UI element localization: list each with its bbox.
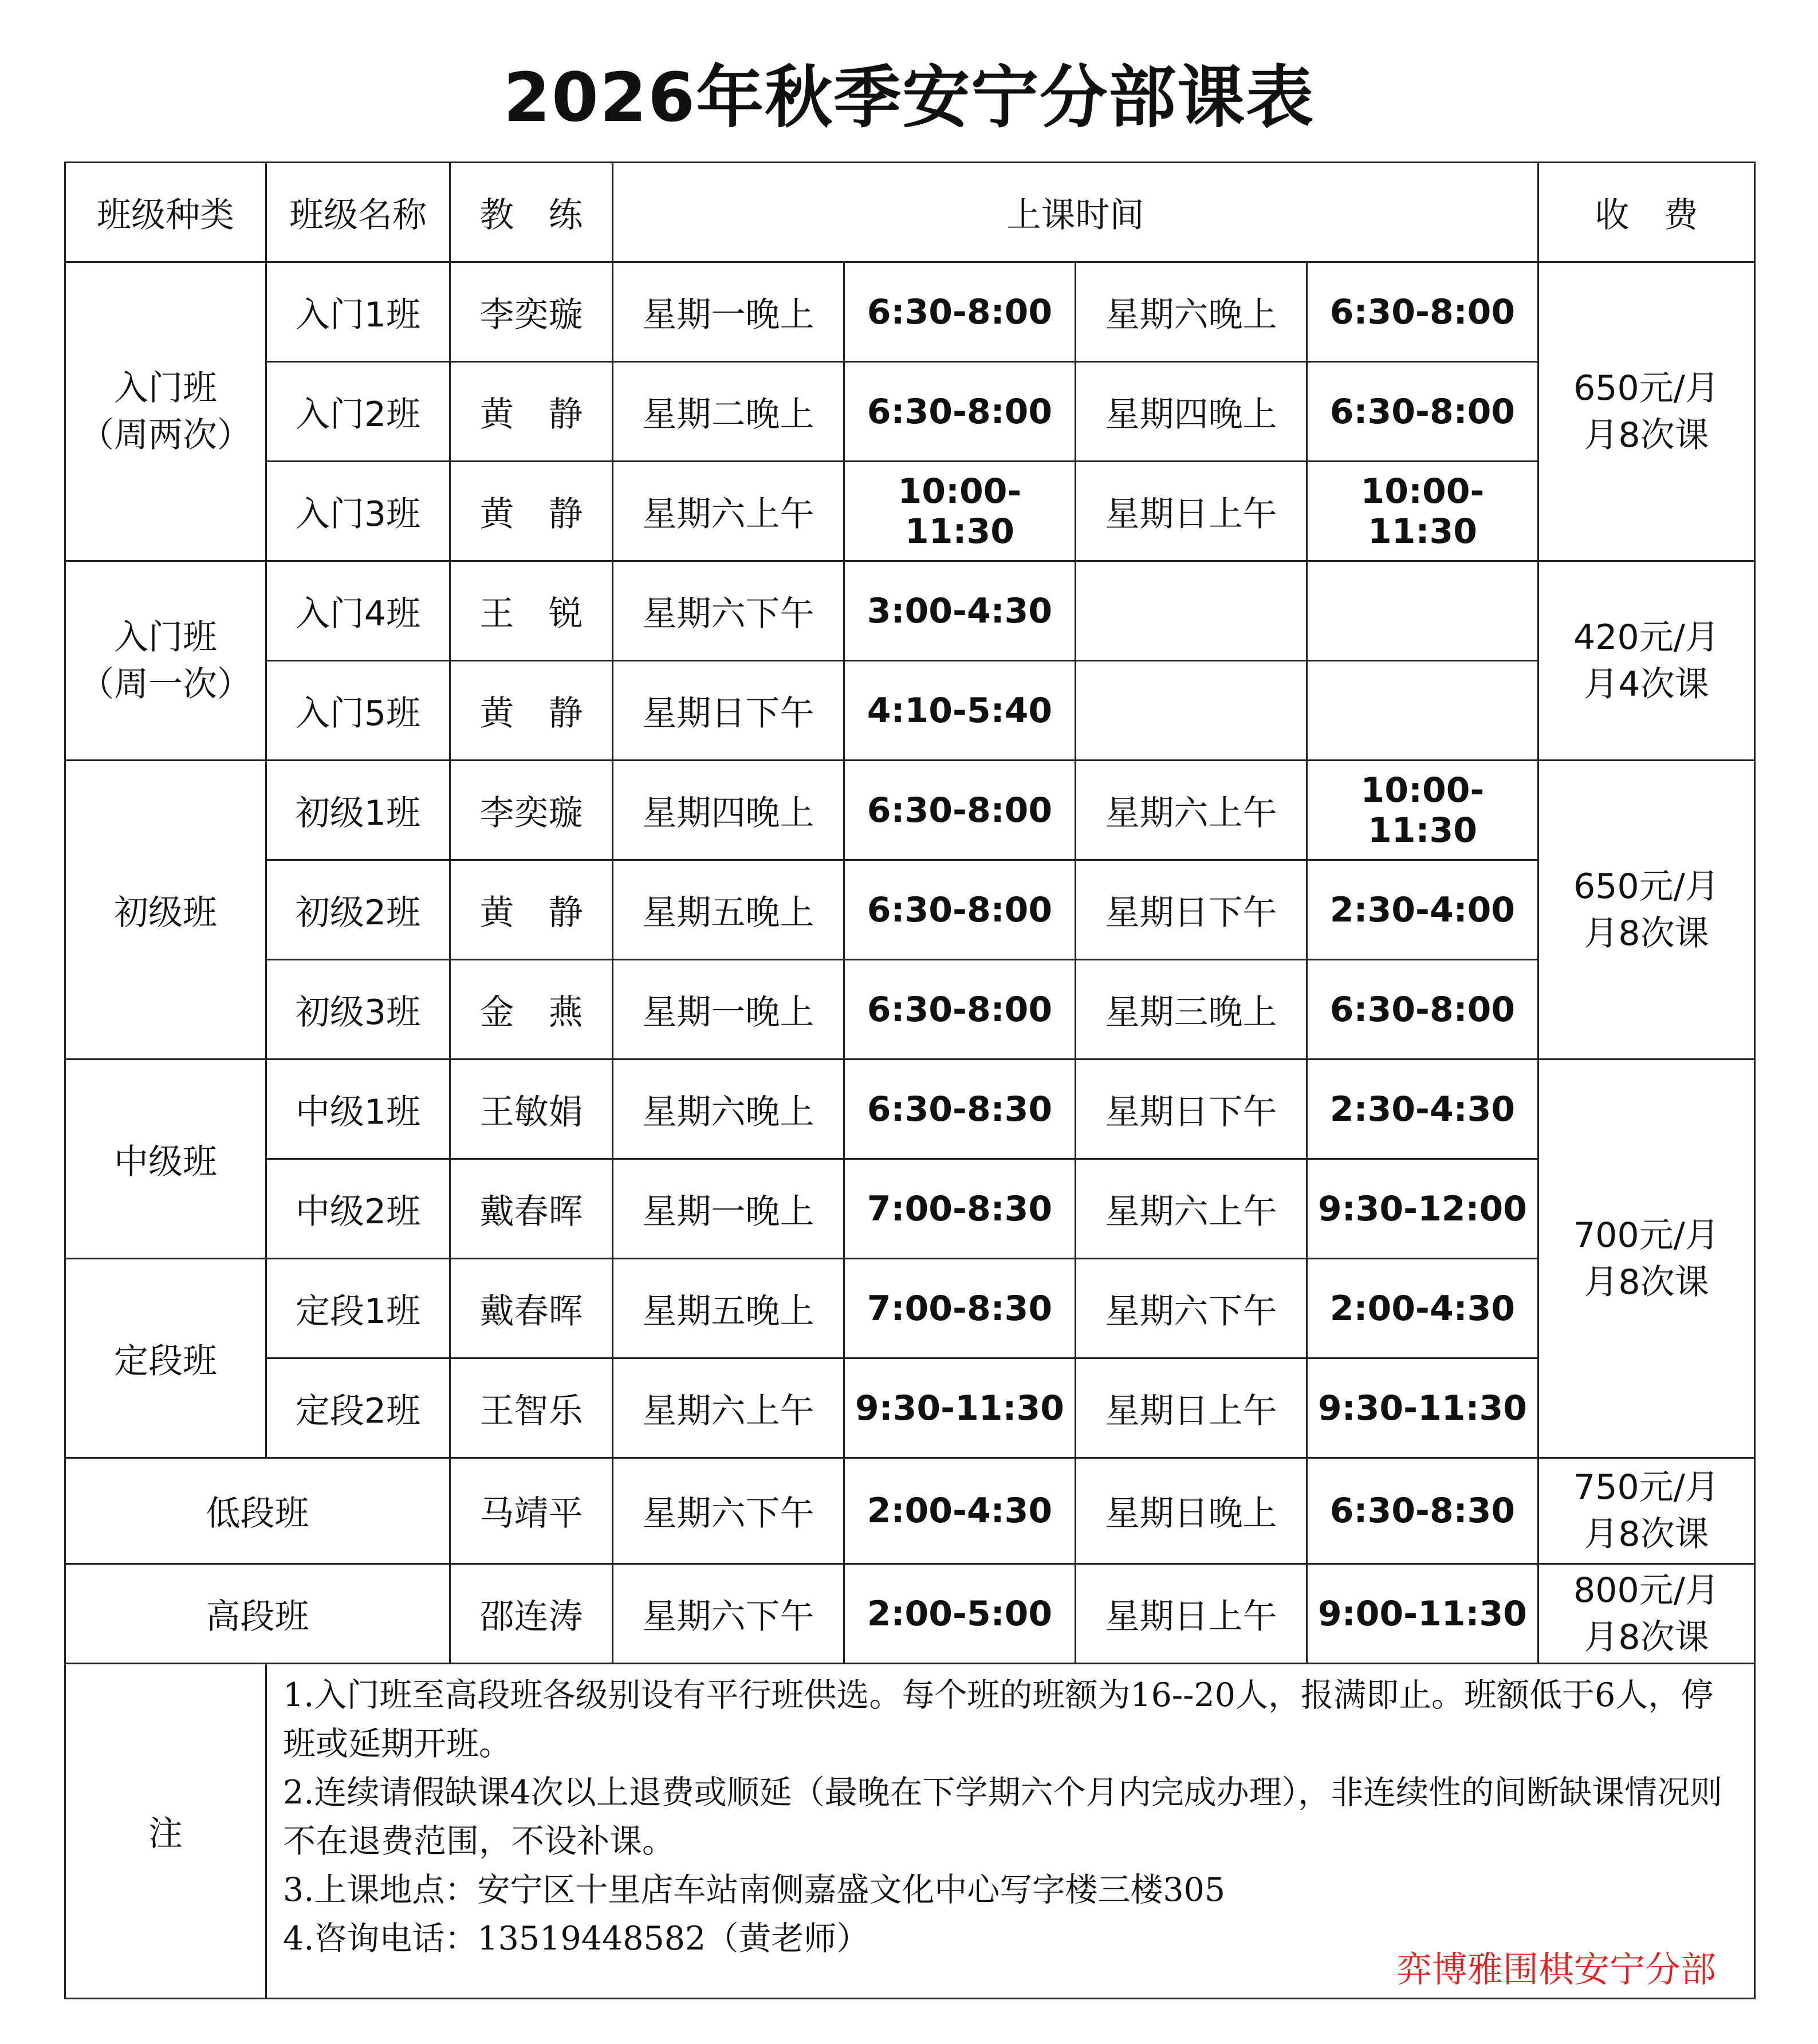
group-label-intermediate: 中级班: [65, 1060, 266, 1259]
time-1: 6:30-8:00: [844, 362, 1076, 462]
coach-name: 戴春晖: [450, 1259, 613, 1358]
header-row: [65, 163, 1755, 262]
fee-cell: [1538, 1458, 1755, 1564]
class-name: 中级2班: [266, 1159, 450, 1259]
day-2: 星期日下午: [1076, 860, 1307, 960]
table-row: [65, 1564, 1755, 1664]
day-2: 星期六上午: [1076, 761, 1307, 860]
note-item: 1.入门班至高段班各级别设有平行班供选。每个班的班额为16--20人，报满即止。班额低于6人，停班或延期开班。: [283, 1676, 1714, 1763]
group-label-line1: 入门班: [114, 617, 217, 657]
notes-label: 注: [65, 1664, 266, 1999]
time-1: 6:30-8:00: [844, 761, 1076, 860]
table-row: [65, 661, 1755, 761]
day-2: 星期日晚上: [1076, 1458, 1307, 1564]
time-1: 10:00-11:30: [844, 462, 1076, 561]
day-1: 星期四晚上: [613, 761, 844, 860]
fee-cell: [1538, 1060, 1755, 1458]
day-1: 星期五晚上: [613, 860, 844, 960]
time-2: 9:30-11:30: [1307, 1358, 1538, 1458]
time-2: 9:00-11:30: [1307, 1564, 1538, 1664]
day-1: 星期一晚上: [613, 960, 844, 1060]
fee-lessons: 月8次课: [1584, 1262, 1709, 1302]
note-item: 2.连续请假缺课4次以上退费或顺延（最晚在下学期六个月内完成办理），非连续性的间断缺课情况则不在退费范围，不设补课。: [283, 1774, 1723, 1860]
day-1: 星期一晚上: [613, 1159, 844, 1259]
day-2: 星期三晚上: [1076, 960, 1307, 1060]
fee-cell: [1538, 761, 1755, 1060]
group-label-beginner-once: [65, 561, 266, 761]
coach-name: 王 锐: [450, 561, 613, 661]
header-coach: 教 练: [450, 163, 613, 262]
table-row: [65, 262, 1755, 362]
table-row: [65, 362, 1755, 462]
time-2: 2:30-4:30: [1307, 1060, 1538, 1159]
coach-name: 戴春晖: [450, 1159, 613, 1259]
coach-name: 黄 静: [450, 661, 613, 761]
group-label-high-dan: 高段班: [65, 1564, 450, 1664]
note-item: 3.上课地点：安宁区十里店车站南侧嘉盛文化中心写字楼三楼305: [283, 1871, 1226, 1909]
table-row: [65, 462, 1755, 561]
day-1: 星期六下午: [613, 1458, 844, 1564]
time-2: 10:00-11:30: [1307, 462, 1538, 561]
time-1: 9:30-11:30: [844, 1358, 1076, 1458]
header-class-name: 班级名称: [266, 163, 450, 262]
day-2: 星期日上午: [1076, 1358, 1307, 1458]
class-name: 中级1班: [266, 1060, 450, 1159]
day-2: 星期日下午: [1076, 1060, 1307, 1159]
coach-name: 李奕璇: [450, 761, 613, 860]
time-1: 2:00-4:30: [844, 1458, 1076, 1564]
time-1: 4:10-5:40: [844, 661, 1076, 761]
group-label-low-dan: 低段班: [65, 1458, 450, 1564]
fee-cell: [1538, 1564, 1755, 1664]
note-item: 4.咨询电话：13519448582（黄老师）: [283, 1920, 869, 1958]
day-2: [1076, 661, 1307, 761]
day-1: 星期一晚上: [613, 262, 844, 362]
class-name: 入门2班: [266, 362, 450, 462]
fee-amount: 800元/月: [1573, 1570, 1719, 1610]
day-1: 星期六下午: [613, 561, 844, 661]
class-name: 入门4班: [266, 561, 450, 661]
day-1: 星期六上午: [613, 1358, 844, 1458]
fee-amount: 700元/月: [1573, 1215, 1719, 1255]
day-1: 星期六上午: [613, 462, 844, 561]
organization-name: 弈博雅围棋安宁分部: [1396, 1948, 1716, 1990]
class-name: 入门1班: [266, 262, 450, 362]
table-row: [65, 1259, 1755, 1358]
table-row: [65, 1159, 1755, 1259]
day-1: 星期六下午: [613, 1564, 844, 1664]
time-2: 6:30-8:00: [1307, 362, 1538, 462]
time-2: [1307, 561, 1538, 661]
time-2: 6:30-8:00: [1307, 262, 1538, 362]
fee-lessons: 月8次课: [1584, 1514, 1709, 1554]
day-2: 星期四晚上: [1076, 362, 1307, 462]
day-1: 星期二晚上: [613, 362, 844, 462]
header-time: 上课时间: [613, 163, 1538, 262]
time-2: [1307, 661, 1538, 761]
table-row: [65, 1060, 1755, 1159]
header-category: 班级种类: [65, 163, 266, 262]
class-name: 定段1班: [266, 1259, 450, 1358]
coach-name: 王智乐: [450, 1358, 613, 1458]
day-1: 星期六晚上: [613, 1060, 844, 1159]
group-label-dan: 定段班: [65, 1259, 266, 1458]
coach-name: 李奕璇: [450, 262, 613, 362]
table-row: [65, 561, 1755, 661]
class-name: 初级2班: [266, 860, 450, 960]
notes-row: [65, 1664, 1755, 1999]
time-1: 6:30-8:00: [844, 860, 1076, 960]
day-2: 星期六上午: [1076, 1159, 1307, 1259]
fee-lessons: 月4次课: [1584, 664, 1709, 704]
class-name: 入门5班: [266, 661, 450, 761]
schedule-table: [64, 162, 1756, 1999]
time-1: 6:30-8:00: [844, 262, 1076, 362]
time-2: 9:30-12:00: [1307, 1159, 1538, 1259]
day-2: 星期日上午: [1076, 462, 1307, 561]
coach-name: 马靖平: [450, 1458, 613, 1564]
coach-name: 黄 静: [450, 860, 613, 960]
fee-cell: [1538, 262, 1755, 561]
fee-lessons: 月8次课: [1584, 415, 1709, 455]
time-1: 6:30-8:00: [844, 960, 1076, 1060]
coach-name: 金 燕: [450, 960, 613, 1060]
time-1: 3:00-4:30: [844, 561, 1076, 661]
day-2: [1076, 561, 1307, 661]
class-name: 定段2班: [266, 1358, 450, 1458]
coach-name: 邵连涛: [450, 1564, 613, 1664]
time-2: 2:00-4:30: [1307, 1259, 1538, 1358]
fee-amount: 650元/月: [1573, 368, 1719, 408]
table-row: [65, 860, 1755, 960]
group-label-line2: （周一次）: [80, 664, 251, 704]
fee-amount: 750元/月: [1573, 1467, 1719, 1507]
time-2: 6:30-8:00: [1307, 960, 1538, 1060]
day-2: 星期日上午: [1076, 1564, 1307, 1664]
group-label-elementary: 初级班: [65, 761, 266, 1060]
table-row: [65, 1358, 1755, 1458]
day-1: 星期日下午: [613, 661, 844, 761]
coach-name: 王敏娟: [450, 1060, 613, 1159]
table-row: [65, 960, 1755, 1060]
day-2: 星期六晚上: [1076, 262, 1307, 362]
header-fee: 收 费: [1538, 163, 1755, 262]
group-label-line2: （周两次）: [80, 415, 251, 455]
page-title: 2026年秋季安宁分部课表: [503, 58, 1315, 137]
time-2: 10:00-11:30: [1307, 761, 1538, 860]
coach-name: 黄 静: [450, 462, 613, 561]
coach-name: 黄 静: [450, 362, 613, 462]
table-row: [65, 1458, 1755, 1564]
group-label-line1: 入门班: [114, 368, 217, 408]
fee-amount: 420元/月: [1573, 617, 1719, 657]
class-name: 初级1班: [266, 761, 450, 860]
time-1: 7:00-8:30: [844, 1259, 1076, 1358]
time-1: 2:00-5:00: [844, 1564, 1076, 1664]
fee-cell: [1538, 561, 1755, 761]
class-name: 初级3班: [266, 960, 450, 1060]
day-2: 星期六下午: [1076, 1259, 1307, 1358]
notes-cell: [266, 1664, 1755, 1999]
fee-lessons: 月8次课: [1584, 913, 1709, 954]
time-1: 6:30-8:30: [844, 1060, 1076, 1159]
time-1: 7:00-8:30: [844, 1159, 1076, 1259]
fee-lessons: 月8次课: [1584, 1617, 1709, 1657]
day-1: 星期五晚上: [613, 1259, 844, 1358]
time-2: 2:30-4:00: [1307, 860, 1538, 960]
group-label-beginner-twice: [65, 262, 266, 561]
table-row: [65, 761, 1755, 860]
fee-amount: 650元/月: [1573, 866, 1719, 907]
class-name: 入门3班: [266, 462, 450, 561]
time-2: 6:30-8:30: [1307, 1458, 1538, 1564]
